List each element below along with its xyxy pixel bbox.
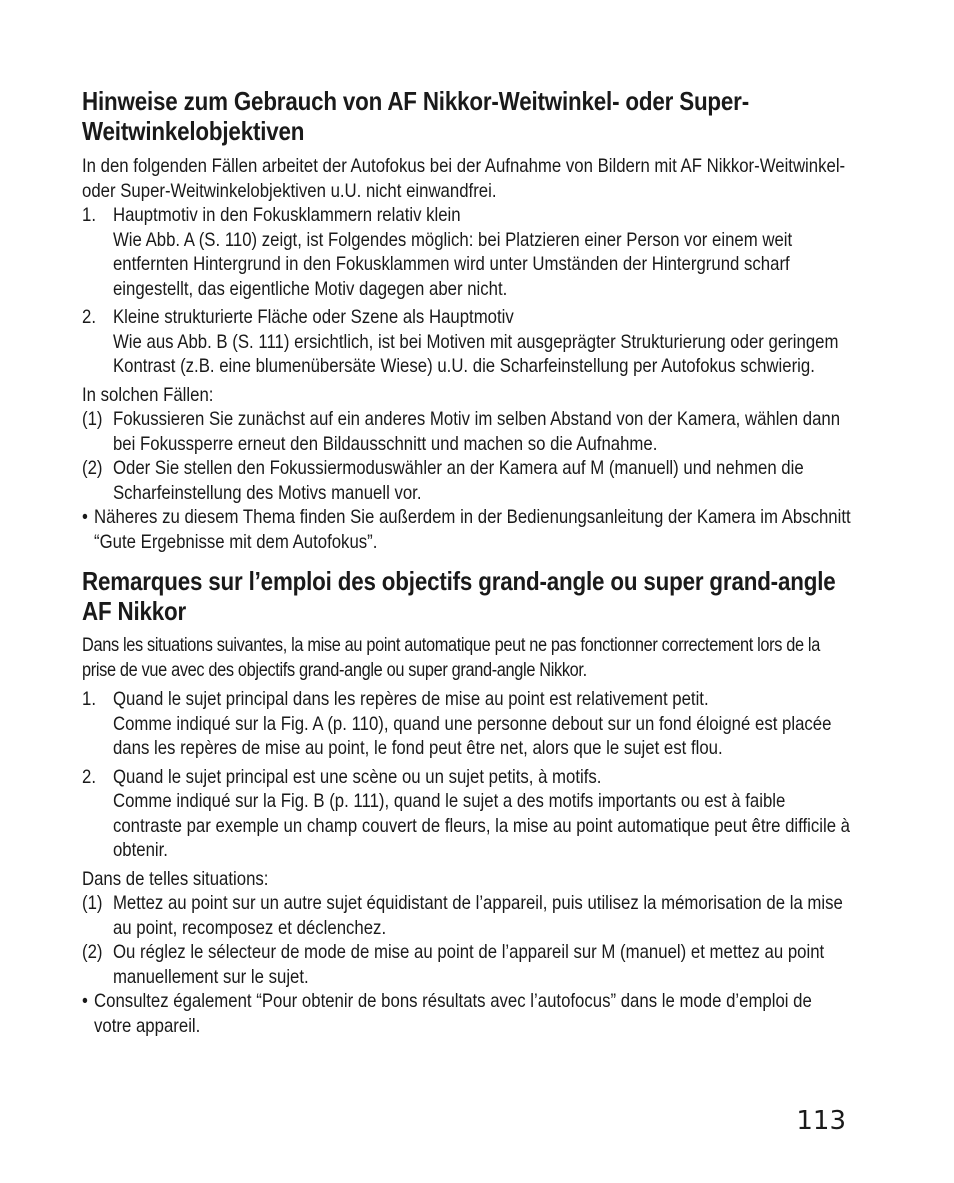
- item-number: 1.: [82, 688, 96, 710]
- item-title: Hauptmotiv in den Fokusklammern relativ klein: [112, 204, 461, 226]
- case-text: Mettez au point sur un autre sujet équidistant de l’appareil, puis utilisez la mémorisation de la mise au point, recomposez et déclenchez.: [112, 892, 843, 939]
- item-text: Comme indiqué sur la Fig. A (p. 110), quand une personne debout sur un fond éloigné est placée dans les repères de mise au point, le fond peut être net, alors que le sujet est flou.: [112, 712, 832, 759]
- item-text: Comme indiqué sur la Fig. B (p. 111), quand le sujet a des motifs importants ou est à faible contraste par exemple un champ couvert de fleurs, la mise au point automatique peut être difficile à obtenir.: [112, 790, 851, 861]
- item-number: 2.: [82, 306, 96, 328]
- french-heading: Remarques sur l’emploi des objectifs grand-angle ou super grand-angle AF Nikkor: [82, 566, 836, 626]
- list-item: [82, 203, 852, 301]
- item-text: Wie aus Abb. B (S. 111) ersichtlich, ist bei Motiven mit ausgeprägter Strukturierung oder geringem Kontrast (z.B. eine blumenübersäte Wiese) u.U. die Scharfeinstellung per Autofokus schwierig.: [112, 330, 839, 377]
- bullet-symbol: •: [82, 506, 88, 528]
- page-number: 113: [796, 1106, 846, 1136]
- bullet-symbol: •: [82, 990, 88, 1012]
- page-content: [82, 86, 852, 1038]
- list-item: [82, 687, 852, 761]
- case-item: [82, 407, 852, 456]
- item-title: Quand le sujet principal dans les repères de mise au point est relativement petit.: [112, 688, 709, 710]
- cases-label: In solchen Fällen:: [82, 383, 214, 406]
- case-text: Fokussieren Sie zunächst auf ein anderes Motiv im selben Abstand von der Kamera, wählen dann bei Fokussperre erneut den Bildausschnitt und machen so die Aufnahme.: [112, 408, 841, 455]
- note-bullet: [82, 989, 852, 1038]
- german-intro: In den folgenden Fällen arbeitet der Autofokus bei der Aufnahme von Bildern mit AF Nikkor-Weitwinkel- oder Super-Weitwinkelobjektiven u.U. nicht einwandfrei.: [82, 155, 846, 202]
- text-column: [82, 86, 852, 1038]
- section-french: [82, 566, 852, 1038]
- bullet-text: Näheres zu diesem Thema finden Sie außerdem in der Bedienungsanleitung der Kamera im Abschnitt “Gute Ergebnisse mit dem Autofokus”.: [94, 506, 851, 553]
- case-item: [82, 891, 852, 940]
- case-number: (2): [82, 941, 103, 963]
- case-item: [82, 456, 852, 505]
- case-text: Ou réglez le sélecteur de mode de mise au point de l’appareil sur M (manuel) et mettez au point manuellement sur le sujet.: [112, 941, 825, 988]
- bullet-text: Consultez également “Pour obtenir de bons résultats avec l’autofocus” dans le mode d’emploi de votre appareil.: [94, 990, 812, 1037]
- item-title: Quand le sujet principal est une scène ou un sujet petits, à motifs.: [112, 765, 602, 788]
- item-number: 2.: [82, 765, 96, 788]
- case-text: Oder Sie stellen den Fokussiermoduswähler an der Kamera auf M (manuell) und nehmen die Scharfeinstellung des Motivs manuell vor.: [112, 457, 804, 504]
- item-title: Kleine strukturierte Fläche oder Szene als Hauptmotiv: [112, 306, 514, 328]
- note-bullet: [82, 505, 852, 554]
- case-number: (1): [82, 892, 103, 914]
- cases-label: Dans de telles situations:: [82, 867, 269, 890]
- german-heading: Hinweise zum Gebrauch von AF Nikkor-Weitwinkel- oder Super-Weitwinkelobjektiven: [82, 86, 749, 146]
- case-item: [82, 940, 852, 989]
- case-number: (2): [82, 457, 103, 479]
- list-item: [82, 305, 852, 379]
- french-intro: Dans les situations suivantes, la mise au point automatique peut ne pas fonctionner correctement lors de la prise de vue avec des objectifs grand-angle ou super grand-angle Nikkor.: [82, 635, 820, 681]
- section-german: [82, 86, 852, 554]
- item-number: 1.: [82, 204, 96, 226]
- case-number: (1): [82, 408, 103, 430]
- item-text: Wie Abb. A (S. 110) zeigt, ist Folgendes möglich: bei Platzieren einer Person vor einem weit entfernten Hintergrund in den Fokusklammen wird unter Umständen der Hintergrund scharf eingestellt, das eigentliche Motiv dagegen aber nicht.: [112, 228, 793, 300]
- list-item: [82, 765, 852, 863]
